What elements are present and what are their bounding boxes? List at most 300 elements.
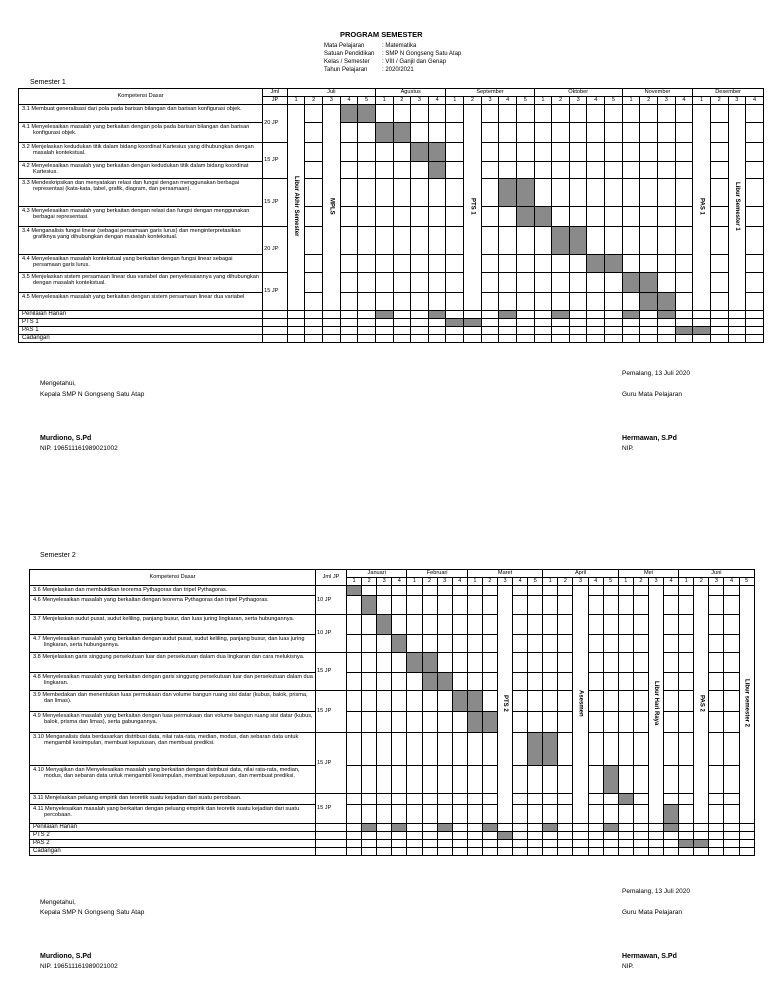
week-cell [534,293,552,311]
month-header: Maret [467,570,542,578]
week-cell [528,691,543,712]
week-cell [446,162,464,179]
week-cell [513,848,528,856]
week-number: 2 [482,578,497,586]
week-cell [605,319,623,327]
week-cell [587,327,605,335]
week-cell [633,653,648,673]
week-cell [709,712,724,733]
week-cell [709,848,724,856]
week-cell [605,273,623,293]
week-cell [558,840,573,848]
kd-row [30,615,755,635]
week-cell [358,311,376,319]
month-header: September [446,89,534,97]
jp-cell: 15 JP [263,273,288,311]
week-cell [658,255,676,273]
week-cell [573,840,588,848]
week-cell [392,596,407,615]
week-cell [648,832,663,840]
week-cell [746,319,764,327]
week-cell [467,635,482,653]
scheduled-week-cell [498,832,513,840]
week-cell [558,848,573,856]
week-number: 3 [728,97,746,105]
week-cell [428,227,446,255]
week-cell [558,832,573,840]
summary-label: Cadangan [30,848,316,856]
week-cell [287,319,305,327]
week-cell [534,273,552,293]
week-cell [407,848,422,856]
week-cell [605,335,623,343]
week-cell [633,805,648,824]
week-number: 3 [323,97,341,105]
kd-row [30,691,755,712]
week-cell [481,335,499,343]
scheduled-week-cell [603,766,618,794]
week-cell [362,712,377,733]
week-cell [633,712,648,733]
week-cell [587,227,605,255]
scheduled-week-cell [622,311,640,319]
week-number: 4 [392,578,407,586]
week-cell [499,105,517,123]
schedule-note-text: Asesmen [577,690,584,717]
kd-text: 3.9 Membedakan dan menentukan luas permukaan dan volume bangun ruang sisi datar (kubus, balok, prisma, dan limas). [30,691,316,712]
week-cell [422,635,437,653]
week-number: 4 [499,97,517,105]
week-cell [393,143,411,162]
week-cell [633,635,648,653]
week-number: 4 [675,97,693,105]
week-cell [392,586,407,596]
week-cell [452,596,467,615]
week-cell [543,805,558,824]
week-cell [482,615,497,635]
scheduled-week-cell [587,255,605,273]
week-cell [499,162,517,179]
week-cell [679,615,694,635]
kd-text: 3.11 Menjelaskan peluang empirik dan teoretik suatu kejadian dari suatu percobaan. [30,794,316,805]
week-cell [569,255,587,273]
week-cell [377,766,392,794]
week-cell [587,179,605,207]
week-cell [411,207,429,227]
week-cell [377,840,392,848]
week-cell [513,596,528,615]
week-cell [305,162,323,179]
week-cell [482,673,497,691]
week-cell [481,327,499,335]
week-cell [467,673,482,691]
week-cell [377,712,392,733]
week-cell [452,712,467,733]
week-cell [392,805,407,824]
week-number: 5 [358,97,376,105]
week-cell [481,207,499,227]
week-cell [710,227,728,255]
kd-row [30,653,755,673]
week-cell [569,143,587,162]
week-cell [393,179,411,207]
week-cell [499,227,517,255]
week-cell [428,327,446,335]
week-cell [569,319,587,327]
jp-cell [316,848,347,856]
week-cell [481,273,499,293]
week-cell [287,311,305,319]
week-cell [569,123,587,143]
week-cell [622,105,640,123]
week-number: 5 [516,97,534,105]
week-cell [407,673,422,691]
week-cell [513,832,528,840]
guru-nip-2: NIP. [622,963,634,970]
week-cell [411,293,429,311]
schedule-note [694,586,709,824]
week-cell [728,327,746,335]
week-cell [605,311,623,319]
schedule-note [693,105,711,311]
week-cell [340,255,358,273]
week-number: 2 [694,578,709,586]
week-cell [516,311,534,319]
week-cell [587,105,605,123]
week-cell [588,832,603,840]
schedule-note-text: PTS 1 [469,198,476,215]
week-cell [675,123,693,143]
week-cell [422,733,437,766]
guru-nip: NIP. [622,445,634,452]
week-cell [675,179,693,207]
mengetahui-label: Mengetahui, [40,380,76,387]
week-cell [587,311,605,319]
week-cell [679,712,694,733]
week-cell [528,766,543,794]
week-cell [664,615,679,635]
week-cell [648,848,663,856]
week-cell [452,586,467,596]
week-cell [516,227,534,255]
scheduled-week-cell [452,691,467,712]
week-cell [481,293,499,311]
week-cell [305,255,323,273]
scheduled-week-cell [428,143,446,162]
month-header: Januari [347,570,407,578]
week-cell [362,733,377,766]
week-cell [724,586,739,596]
week-cell [446,143,464,162]
week-cell [347,691,362,712]
week-cell [452,673,467,691]
week-cell [605,162,623,179]
jp-cell: 15 JP [263,179,288,227]
scheduled-week-cell [552,227,570,255]
week-cell [664,586,679,596]
week-cell [710,273,728,293]
week-cell [467,653,482,673]
week-cell [552,207,570,227]
kd-row [19,162,764,179]
kd-row [19,227,764,255]
week-cell [724,805,739,824]
week-cell [622,255,640,273]
mengetahui-label-2: Mengetahui, [40,899,76,906]
week-cell [340,123,358,143]
week-cell [528,840,543,848]
month-header: Juni [679,570,754,578]
scheduled-week-cell [603,824,618,832]
week-cell [664,712,679,733]
week-cell [428,293,446,311]
kepala-title-2: Kepala SMP N Gongseng Satu Atap [40,909,145,916]
week-cell [543,586,558,596]
week-cell [516,327,534,335]
week-cell [710,293,728,311]
week-cell [407,805,422,824]
scheduled-week-cell [543,824,558,832]
kd-text: 4.7 Menyelesaikan masalah yang berkaitan dengan sudut pusat, sudut keliling, panjang busur, dan luas juring lingkaran, serta hubungannya. [30,635,316,653]
week-cell [709,596,724,615]
week-cell [724,635,739,653]
week-cell [437,596,452,615]
week-cell [728,319,746,327]
week-cell [516,335,534,343]
week-cell [558,596,573,615]
week-cell [305,335,323,343]
week-cell [358,123,376,143]
week-cell [498,824,513,832]
week-number: 2 [422,578,437,586]
week-cell [452,635,467,653]
week-cell [377,733,392,766]
week-cell [664,848,679,856]
month-header: Agustus [375,89,446,97]
week-cell [679,635,694,653]
week-cell [392,673,407,691]
week-cell [437,653,452,673]
week-cell [709,673,724,691]
scheduled-week-cell [358,105,376,123]
week-cell [377,824,392,832]
week-cell [724,712,739,733]
week-number: 3 [498,578,513,586]
week-cell [323,335,341,343]
week-cell [528,832,543,840]
week-cell [710,255,728,273]
week-cell [340,335,358,343]
week-number: 2 [558,578,573,586]
kd-row [19,143,764,162]
week-cell [746,227,764,255]
week-cell [411,162,429,179]
week-cell [393,335,411,343]
kd-text: 4.1 Menyelesaikan masalah yang berkaitan dengan pola pada barisan bilangan dan barisan konfigurasi objek. [19,123,263,143]
week-cell [534,105,552,123]
week-cell [377,691,392,712]
month-header: Desember [693,89,764,97]
week-cell [664,653,679,673]
week-cell [746,123,764,143]
week-cell [375,162,393,179]
week-cell [375,227,393,255]
kepala-nip-2: NIP. 196511161989021002 [40,963,118,970]
kd-row [19,255,764,273]
week-cell [377,586,392,596]
semester-2-label: Semester 2 [40,552,76,559]
week-cell [305,143,323,162]
week-cell [528,824,543,832]
week-cell [375,143,393,162]
week-number: 1 [543,578,558,586]
week-cell [393,162,411,179]
week-cell [513,615,528,635]
guru-title: Guru Mata Pelajaran [622,391,682,398]
week-cell [664,766,679,794]
week-cell [603,635,618,653]
week-cell [422,832,437,840]
program-info [324,42,461,74]
week-cell [648,824,663,832]
week-cell [499,207,517,227]
jml-header: Jml JP [316,570,347,586]
week-cell [393,319,411,327]
week-cell [569,293,587,311]
week-cell [407,824,422,832]
kd-row [19,179,764,207]
week-cell [464,335,482,343]
week-cell [603,596,618,615]
week-cell [709,586,724,596]
week-cell [587,162,605,179]
week-cell [710,179,728,207]
week-cell [499,143,517,162]
week-cell [558,712,573,733]
week-cell [323,319,341,327]
week-cell [481,105,499,123]
week-cell [664,840,679,848]
week-cell [618,586,633,596]
summary-label: PAS 2 [30,840,316,848]
week-cell [664,596,679,615]
jp-cell [316,824,347,832]
scheduled-week-cell [422,673,437,691]
week-cell [362,691,377,712]
week-cell [569,162,587,179]
week-cell [679,596,694,615]
week-cell [569,327,587,335]
week-cell [728,311,746,319]
schedule-note-text: Libur Akhir Semester [293,176,300,237]
week-cell [375,179,393,207]
week-cell [658,179,676,207]
week-cell [467,766,482,794]
week-number: 2 [362,578,377,586]
scheduled-week-cell [482,712,497,733]
week-cell [422,766,437,794]
week-cell [528,635,543,653]
week-cell [658,335,676,343]
week-cell [664,673,679,691]
week-cell [603,586,618,596]
week-cell [362,673,377,691]
week-cell [393,293,411,311]
week-cell [437,733,452,766]
week-cell [407,766,422,794]
week-cell [392,653,407,673]
week-cell [543,691,558,712]
week-cell [558,794,573,805]
schedule-note-text: Libur semester 2 [743,679,750,728]
month-header: Mei [618,570,678,578]
week-cell [305,327,323,335]
week-cell [481,319,499,327]
header-row [30,570,755,578]
jp-cell [263,327,288,335]
place-date-2: Pemalang, 13 Juli 2020 [622,888,690,895]
summary-row [19,311,764,319]
week-cell [528,712,543,733]
scheduled-week-cell [658,293,676,311]
jml-header: Jml [263,89,288,97]
week-number: 5 [605,97,623,105]
week-cell [552,123,570,143]
kd-text: 4.11 Menyelesaikan masalah yang berkaitan dengan peluang empirik dan teoretik suatu kejadian dari suatu percobaan. [30,805,316,824]
jp-cell [263,319,288,327]
week-number: 3 [377,578,392,586]
week-cell [482,840,497,848]
week-cell [287,335,305,343]
week-cell [482,805,497,824]
week-cell [558,635,573,653]
week-cell [605,207,623,227]
kd-row [19,207,764,227]
week-cell [693,311,711,319]
week-cell [587,123,605,143]
week-cell [305,311,323,319]
week-cell [347,635,362,653]
kepala-name: Murdiono, S.Pd [40,435,92,442]
week-cell [428,105,446,123]
week-cell [633,824,648,832]
week-cell [467,586,482,596]
week-cell [664,832,679,840]
scheduled-week-cell [437,824,452,832]
week-cell [437,848,452,856]
scheduled-week-cell [446,319,464,327]
week-cell [411,105,429,123]
week-cell [407,733,422,766]
week-cell [287,327,305,335]
week-cell [658,227,676,255]
header-row [19,89,764,97]
week-cell [411,327,429,335]
scheduled-week-cell [658,311,676,319]
week-cell [482,586,497,596]
week-cell [603,691,618,712]
week-cell [393,227,411,255]
week-cell [467,840,482,848]
week-cell [558,766,573,794]
week-cell [658,123,676,143]
week-cell [724,766,739,794]
week-cell [588,824,603,832]
week-cell [552,319,570,327]
week-cell [358,179,376,207]
jp-cell [263,335,288,343]
week-cell [658,327,676,335]
